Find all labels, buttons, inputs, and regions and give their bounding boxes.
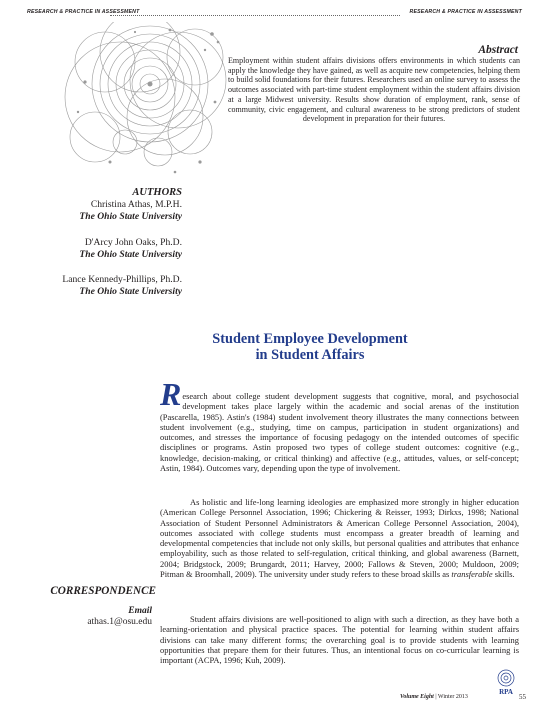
decorative-circles-art	[0, 22, 260, 192]
body-paragraph-1	[160, 376, 519, 473]
paragraph-2-end: skills.	[492, 568, 515, 579]
author-block	[30, 237, 182, 261]
paragraph-1-text: esearch about college student development suggests that cognitive, moral, and psychosocial development takes place largely within the academic and social arenas of the institution (Pascarella, 1985). Astin's (1984) student involvement theory illustrates the many connections between student involvement (e.g., studying, time on campus, participation in student organizations) and outcomes, and stresses the importance of focusing pedagogy on the intended outcomes of specific disciplines or programs. Astin proposed two types of college student outcomes: cognitive (e.g., knowledge, decision-making, or critical thinking) and affective (e.g., attitudes, values, or self-concept; Astin, 1984). Outcomes vary, depending upon the type of involvement.	[160, 391, 519, 473]
author-name: D'Arcy John Oaks, Ph.D.	[84, 237, 182, 248]
running-header-left: RESEARCH & PRACTICE IN ASSESSMENT	[27, 9, 140, 15]
body-paragraph-3	[160, 614, 519, 665]
rpa-logo-text: RPA	[499, 688, 513, 696]
article-title	[160, 331, 460, 363]
authors-heading: AUTHORS	[132, 187, 182, 198]
email-label: Email	[128, 606, 152, 616]
author-affiliation: The Ohio State University	[79, 286, 182, 297]
correspondence-heading: CORRESPONDENCE	[50, 585, 156, 597]
author-affiliation: The Ohio State University	[79, 249, 182, 260]
rpa-logo-icon	[494, 668, 518, 696]
page-number: 55	[519, 693, 526, 701]
abstract-text: Employment within student affairs divisions offers environments in which students can apply the knowledge they have gained, as well as acquire new competencies, helping them to build solid foundations for their futures. Researchers used an online survey to assess the outcomes associated with part-time student employment within the student affairs division at a large Midwest university. Results show duration of employment, rank, sense of community, civic engagement, and cultural awareness to be strong predictors of student development in preparation for their futures.	[228, 56, 520, 124]
body-paragraph-2	[160, 497, 519, 579]
running-header-right: RESEARCH & PRACTICE IN ASSESSMENT	[409, 9, 522, 15]
header-dotted-rule	[110, 15, 400, 16]
paragraph-2-text: As holistic and life-long learning ideologies are emphasized more strongly in higher education (American College Personnel Association, 1996; Chickering & Reisser, 1993; Dirkxs, 1998; National Association of Student Personnel Administrators & American College Personnel Association, 2004), outcomes associated with college students must encompass a greater breadth of learning and developmental competencies that include not only skills, but personal qualities and attributes that enhance employability, such as those related to self-regulation, critical thinking, and global awareness (Barnett, 2004; Bridgstock, 2009; Brungardt, 2011; Harvey, 2000; Fallows & Steven, 2000; Muldoon, 2009; Pitman & Broomhall, 2009). The university under study refers to these broad skills as	[160, 497, 519, 579]
footer-issue	[400, 694, 468, 700]
article-title-line2: in Student Affairs	[255, 347, 365, 363]
email-address: athas.1@osu.edu	[87, 617, 152, 627]
paragraph-3-text: Student affairs divisions are well-positioned to align with such a direction, as they have both a learning-orientation and physical practice spaces. The potential for learning within student affairs divisions can take many different forms; the overarching goal is to provide students with learning opportunities that prepare them for their futures. Thus, an intentional focus on co-curricular learning is important (ACPA, 1996; Kuh, 2009).	[160, 614, 519, 665]
footer-volume: Volume Eight	[400, 694, 434, 700]
abstract-heading: Abstract	[478, 44, 518, 56]
drop-cap: R	[160, 376, 182, 412]
author-name: Lance Kennedy-Phillips, Ph.D.	[62, 274, 182, 285]
paragraph-2-italic: transferable	[451, 568, 493, 579]
author-block	[30, 274, 182, 298]
author-affiliation: The Ohio State University	[79, 211, 182, 222]
author-block	[30, 199, 182, 223]
article-title-line1: Student Employee Development	[212, 331, 408, 347]
footer-issue-text: | Winter 2013	[433, 694, 468, 700]
author-name: Christina Athas, M.P.H.	[90, 199, 182, 210]
